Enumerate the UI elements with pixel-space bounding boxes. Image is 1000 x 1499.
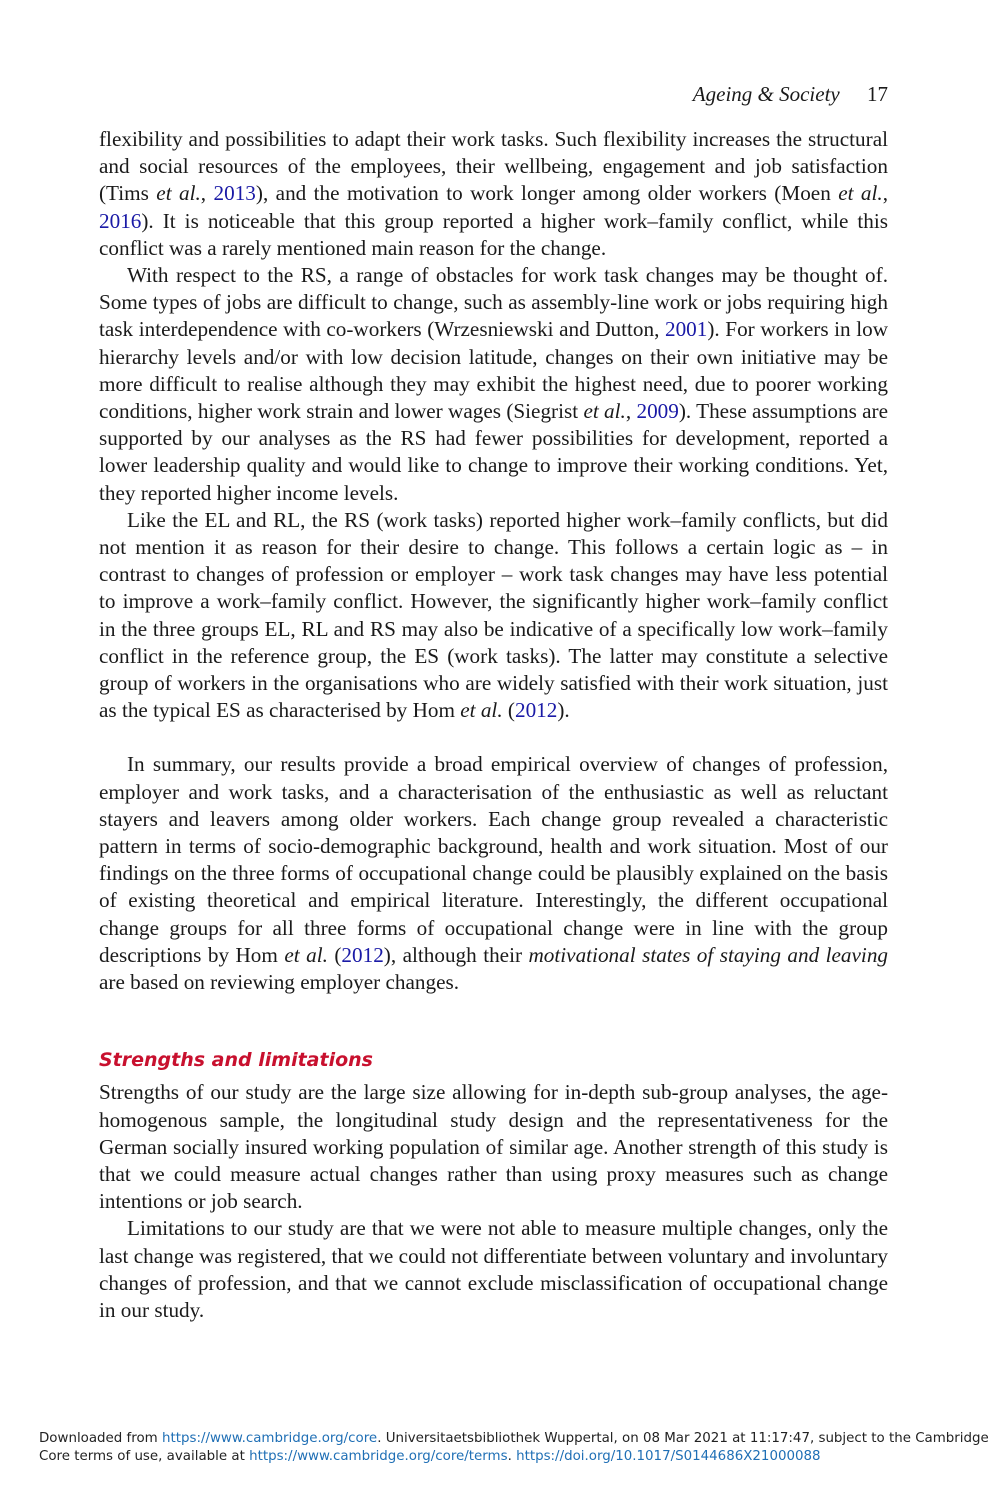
text-run: are based on reviewing employer changes. [99, 970, 460, 995]
body-text [99, 126, 888, 1324]
text-run: ). [557, 698, 570, 723]
text-run: Limitations to our study are that we were not able to measure multiple changes, only the last change was registered, that we could not differentiate between voluntary and involuntary changes of profession, and that we cannot exclude misclassification of occupational change in our study. [99, 1216, 888, 1322]
footer-text: Core terms of use, available at [39, 1449, 250, 1464]
footer-text: . Universitaetsbibliothek Wuppertal, on 08 Mar 2021 at 11:17:47, subject to the Cambridge [377, 1431, 989, 1446]
text-run: Strengths of our study are the large size allowing for in-depth sub-group analyses, the age-homogenous sample, the longitudinal study design and the representativeness for the German socially insured working population of similar age. Another strength of this study is that we could measure actual changes rather than using proxy measures such as change intentions or job search. [99, 1080, 888, 1214]
text-run: Like the EL and RL, the RS (work tasks) reported higher work–family conflicts, but did not mention it as reason for their desire to change. This follows a certain logic as – in contrast to changes of profession or employer – work task changes may have less potential to improve a work–family conflict. However, the significantly higher work–family conflict in the three groups EL, RL and RS may also be indicative of a specifically low work–family conflict in the reference group, the ES (work tasks). The latter may constitute a selective group of workers in the organisations who are widely satisfied with their work situation, just as the typical ES as characterised by Hom [99, 507, 888, 723]
text-run: , [625, 399, 637, 424]
italic-text: et al. [460, 698, 503, 723]
text-run: flexibility and possibilities to adapt their work tasks. Such flexibility increases the structural and social resources of the employees, their wellbeing, engagement and job satisfaction (Tims [99, 127, 888, 206]
paragraph [99, 1215, 888, 1324]
text-run: ). It is noticeable that this group reported a higher work–family conflict, while this conflict was a rarely mentioned main reason for the change. [99, 208, 888, 260]
paragraph [99, 126, 888, 262]
italic-text: et al. [156, 181, 201, 206]
text-run: ). For workers in low hierarchy levels and/or with low decision latitude, changes on their own initiative may be more difficult to realise although they may exhibit the highest need, due to poorer working conditions, higher work strain and lower wages (Siegrist [99, 317, 888, 424]
footer-line-1 [39, 1430, 989, 1448]
page-number: 17 [867, 82, 888, 106]
terms-link[interactable]: https://www.cambridge.org/core/terms [249, 1449, 508, 1464]
text-run: ), and the motivation to work longer among older workers (Moen [255, 181, 839, 206]
paragraph [99, 262, 888, 507]
citation-link[interactable]: 2001 [664, 317, 708, 342]
text-run: With respect to the RS, a range of obstacles for work task changes may be thought of. Some types of jobs are difficult to change, such as assembly-line work or jobs requiring high task interdependence with co-workers (Wrzesniewski and Dutton, [99, 263, 888, 342]
download-footer [39, 1430, 989, 1466]
doi-link[interactable]: https://doi.org/10.1017/S0144686X21000088 [516, 1449, 821, 1464]
footer-text: . [507, 1449, 517, 1464]
citation-link[interactable]: 2013 [213, 181, 256, 206]
journal-title: Ageing & Society [692, 82, 840, 106]
cambridge-core-link[interactable]: https://www.cambridge.org/core [161, 1431, 378, 1446]
text-run: ), although their [383, 942, 529, 967]
footer-line-2 [39, 1448, 979, 1466]
paragraph [99, 751, 888, 996]
citation-link[interactable]: 2012 [341, 942, 384, 967]
text-run: In summary, our results provide a broad empirical overview of changes of profession, employer and work tasks, and a characterisation of the enthusiastic as well as reluctant stayers and leavers among older workers. Each change group revealed a characteristic pattern in terms of socio-demographic background, health and work situation. Most of our findings on the three forms of occupational change could be plausibly explained on the basis of existing theoretical and empirical literature. Interestingly, the different occupational change groups for all three forms of occupational change were in line with the group descriptions by Hom [99, 752, 888, 967]
italic-text: et al. [838, 181, 883, 206]
running-head [693, 82, 888, 107]
italic-text: et al. [284, 942, 328, 967]
citation-link[interactable]: 2012 [514, 698, 558, 723]
footer-text: Downloaded from [39, 1431, 162, 1446]
citation-link[interactable]: 2016 [99, 208, 142, 233]
text-run: , [882, 181, 889, 206]
text-run: ). These assumptions are supported by our analyses as the RS had fewer possibilities for development, reported a lower leadership quality and would like to change to improve their working conditions. Yet, they reported higher income levels. [99, 399, 888, 505]
section-heading: Strengths and limitations [99, 1049, 373, 1072]
citation-link[interactable]: 2009 [636, 399, 679, 424]
paragraph [99, 1079, 888, 1215]
text-run: ( [502, 698, 515, 723]
paragraph [99, 507, 888, 725]
italic-text: et al. [583, 399, 626, 424]
text-run: ( [327, 942, 342, 967]
italic-text: motivational states of staying and leaving [528, 942, 889, 967]
text-run: , [200, 181, 214, 206]
